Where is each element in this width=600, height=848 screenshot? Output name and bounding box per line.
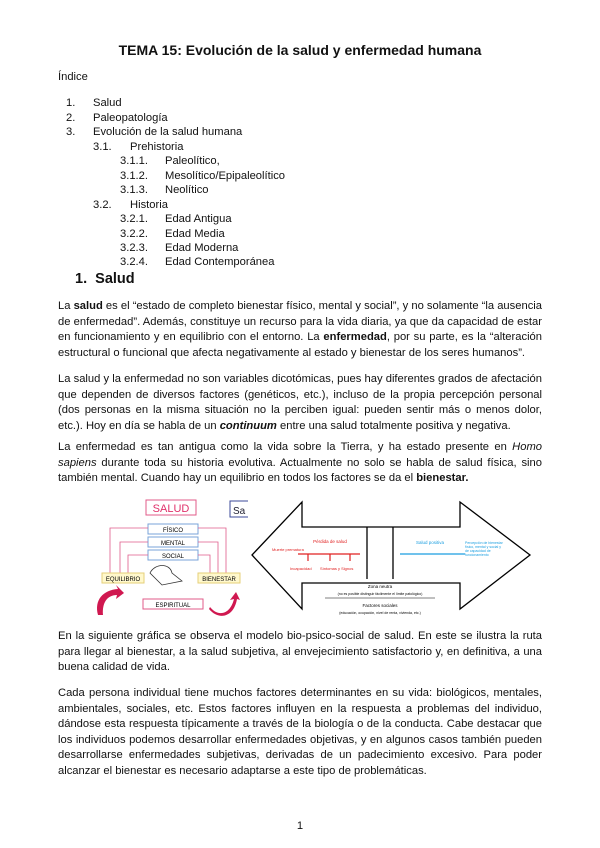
toc-item[interactable]: Edad Contemporánea <box>165 256 275 268</box>
toc-item[interactable]: Neolítico <box>165 184 209 196</box>
toc-number: 3.2.1. <box>120 213 148 225</box>
toc-item[interactable]: Prehistoria <box>130 141 184 153</box>
salud-positiva-label: Salud positiva <box>415 540 445 545</box>
text: , por su parte, es la “alteración estructural o funcional que afecta negativamente al estado y bienestar de los seres humanos”. <box>58 331 542 359</box>
toc-number: 3.1.2. <box>120 170 148 182</box>
toc-item[interactable]: Paleopatología <box>93 112 168 124</box>
paragraph-factors: Cada persona individual tiene muchos factores determinantes en su vida: biológicos, mentales, ambientales, sociales, etc. Estos factores influyen en la respuesta a problemas del individuo, dándose esta respuesta típicamente a través de la biología o de la conducta. Cabe destacar que los individuos podemos desarrollar enfermedades objetivas, y en algunos casos también pueden desarrollarse enfermedades subjetivas, derivadas de un padecimiento excesivo. Para poder alcanzar el bienestar es necesario adaptarse a este tipo de problemáticas. <box>58 687 542 777</box>
bienestar-label: BIENESTAR <box>202 577 236 583</box>
toc-item[interactable]: Historia <box>130 199 168 211</box>
zona-neutra-desc: (no es posible distinguir fácilmente el límite patológico) <box>337 592 423 596</box>
toc-item[interactable]: Edad Moderna <box>165 242 239 254</box>
espiritual-label: ESPIRITUAL <box>155 603 191 609</box>
section-title: Salud <box>95 271 135 287</box>
toc-number: 3.2.3. <box>120 242 148 254</box>
section-heading-salud <box>75 271 135 287</box>
toc-number: 1. <box>66 97 76 109</box>
social-label: SOCIAL <box>161 554 185 560</box>
toc-number: 3.2.2. <box>120 228 148 240</box>
text: entre una salud totalmente positiva y negativa. <box>276 419 511 432</box>
fisico-label: FÍSICO <box>162 528 184 534</box>
factores-label: Factores sociales <box>362 603 398 608</box>
health-dimensions-figure <box>88 495 248 623</box>
corner-label: Sa <box>233 506 246 517</box>
text: durante toda su historia evolutiva. Actualmente no solo se habla de salud física, sino también mental. Cuando hay un equilibrio en todos los factores se da el <box>58 456 542 485</box>
index-label: Índice <box>58 71 88 83</box>
toc-number: 3.1. <box>93 141 112 153</box>
italic-term: continuum <box>219 419 277 432</box>
muerte-label: Muerte prematura <box>272 547 304 552</box>
toc-number: 3.1.1. <box>120 155 148 167</box>
paragraph-definition <box>58 299 542 361</box>
paragraph-continuum <box>58 372 542 434</box>
factores-desc: (educación, ocupación, nivel de renta, vivienda, etc.) <box>339 611 421 615</box>
toc-item[interactable]: Evolución de la salud humana <box>93 126 243 138</box>
salud-label: SALUD <box>152 503 190 515</box>
bienestar-desc: Percepción de bienestar físico, mental y social y de capacidad de funcionamiento <box>465 541 503 557</box>
zona-neutra-label: Zona neutra <box>367 584 393 589</box>
toc-item[interactable]: Mesolítico/Epipaleolítico <box>165 170 286 182</box>
mental-label: MENTAL <box>161 541 185 547</box>
equilibrio-label: EQUILIBRIO <box>105 577 141 583</box>
toc-number: 3.2.4. <box>120 256 148 268</box>
paragraph-bienestar <box>58 440 542 487</box>
incapacidad-label: Incapacidad <box>290 566 312 571</box>
toc-item[interactable]: Salud <box>93 97 122 109</box>
text: La salud y la enfermedad no son variables dicotómicas, pues hay diferentes grados de afectación que dependen de diversos factores (genéticos, etc.), incluso de la propia percepción personal (dos personas en la misma situación no la perciben igual: pueden sentir más o menos dolor, etc.). Hoy en día se habla de un <box>58 373 542 432</box>
toc-number: 3.2. <box>93 199 112 211</box>
sintomas-label: Síntomas y Signos <box>320 566 354 571</box>
bold-term: salud <box>73 300 103 312</box>
toc-item[interactable]: Edad Antigua <box>165 213 232 225</box>
text: es el “estado de completo bienestar físico, mental y social”, y no solamente “la ausencia de enfermedad”. Además, constituye un recurso para la vida diaria, ya que da capacidad de estar en funcionamiento y en equilibrio con el entorno. La <box>58 300 542 344</box>
toc-number: 3.1.3. <box>120 184 148 196</box>
health-continuum-figure <box>250 497 532 621</box>
bold-term: enfermedad <box>323 331 387 344</box>
text: La enfermedad es tan antigua como la vida sobre la Tierra, y ha estado presente en <box>58 441 513 453</box>
italic-term: Homo sapiens <box>58 441 542 469</box>
document-title: TEMA 15: Evolución de la salud y enfermedad humana <box>118 42 482 58</box>
text: La <box>58 300 74 312</box>
toc-number: 3. <box>66 126 76 138</box>
paragraph-model: En la siguiente gráfica se observa el modelo bio-psico-social de salud. En este se ilustra la ruta para llegar al bienestar, a la salud subjetiva, al envejecimiento satisfactorio y, en definitiva, a una buena calidad de vida. <box>58 630 542 674</box>
toc-number: 2. <box>66 112 76 124</box>
section-number: 1. <box>75 271 88 287</box>
perdida-label: Pérdida de salud <box>313 539 347 544</box>
bold-term: bienestar. <box>416 472 469 485</box>
toc-item[interactable]: Paleolítico, <box>165 155 220 167</box>
toc-item[interactable]: Edad Media <box>165 228 225 240</box>
page-number: 1 <box>296 820 304 832</box>
